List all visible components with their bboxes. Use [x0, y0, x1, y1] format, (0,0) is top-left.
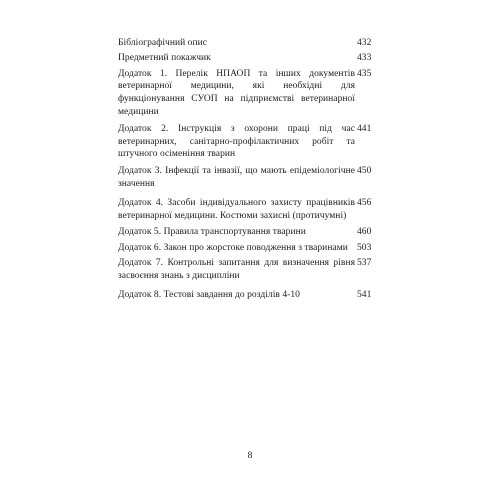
- toc-entry: [118, 52, 385, 65]
- toc-entry-page: 450: [357, 166, 372, 177]
- toc-entry-title: Предметний покажчик: [118, 53, 211, 64]
- toc-entry: [118, 197, 385, 223]
- toc-entry-page: 433: [357, 53, 372, 64]
- toc-entry: [118, 242, 385, 255]
- toc-entry-title: Додаток 5. Правила транспортування тварини: [118, 227, 306, 238]
- toc-entry: [118, 68, 385, 119]
- toc-entry-page: 460: [357, 227, 372, 238]
- toc-entry-page: 456: [357, 197, 372, 208]
- toc-entry: [118, 257, 385, 283]
- toc-entry-title: Додаток 4. Засоби індивідуального захисту працівників ветеринарної медицини. Костюми захисні (протичумні): [118, 197, 355, 221]
- toc-entry-title: Додаток 7. Контрольні запитання для визначення рівня засвоєння знань з дисципліни: [118, 257, 355, 281]
- toc-entry-title: Додаток 6. Закон про жорстоке поводження з тваринами: [118, 242, 348, 253]
- page-number: 8: [247, 451, 253, 461]
- toc-entry-page: 441: [357, 123, 372, 134]
- toc-entry-title: Бібліографічний опис: [118, 38, 208, 48]
- toc-entry: [118, 165, 385, 191]
- toc-entry: [118, 226, 385, 239]
- toc-entry-page: 435: [357, 68, 372, 79]
- table-of-contents: [118, 37, 385, 301]
- toc-entry-title: Додаток 1. Перелік НПАОП та інших документів ветеринарної медицини, які необхідні для функціонування СУОП на підприємстві ветеринарної медицини: [118, 68, 355, 117]
- toc-entry-page: 432: [357, 38, 372, 48]
- toc-entry-page: 503: [357, 242, 372, 253]
- toc-entry-title: Додаток 3. Інфекції та інвазії, що мають епідеміологічне значення: [118, 166, 355, 189]
- toc-entry: [118, 289, 385, 302]
- toc-entry-page: 541: [357, 289, 372, 300]
- toc-entry: [118, 123, 385, 161]
- toc-entry-title: Додаток 2. Інструкція з охорони праці під час ветеринарних, санітарно-профілактичних робіт та штучного осіменіння тварин: [118, 123, 355, 160]
- toc-entry: [118, 37, 385, 50]
- toc-entry-title: Додаток 8. Тестові завдання до розділів 4-10: [118, 289, 300, 300]
- toc-entry-page: 537: [357, 257, 372, 268]
